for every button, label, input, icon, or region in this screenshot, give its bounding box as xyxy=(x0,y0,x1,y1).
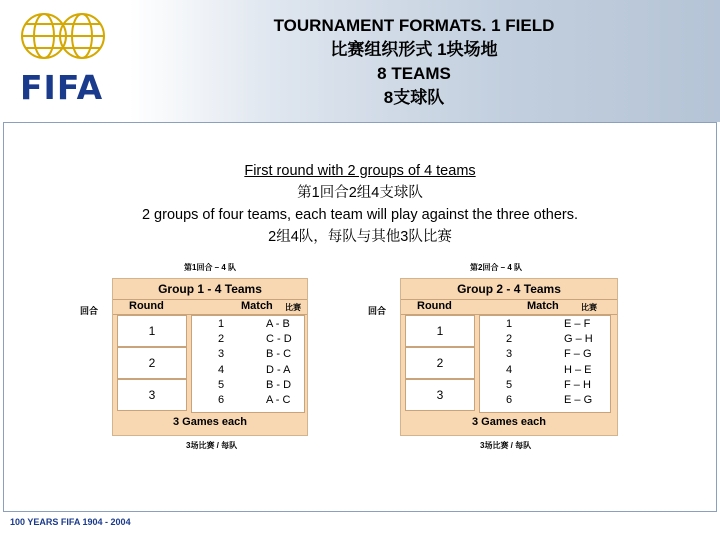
match-number: 2 xyxy=(218,333,225,345)
match-row xyxy=(480,318,610,332)
round-cell: 3 xyxy=(117,379,187,411)
group-2-table xyxy=(400,278,618,436)
intro-heading-cn: 第1回合2组4支球队 xyxy=(297,185,423,201)
match-pair: B - D xyxy=(266,379,292,391)
match-number: 3 xyxy=(506,348,513,360)
group-1-top-label: 第1回合 – 4 队 xyxy=(184,263,237,272)
match-number: 3 xyxy=(218,348,225,360)
match-row xyxy=(480,394,610,408)
match-pair: H – E xyxy=(564,364,592,376)
match-row xyxy=(192,348,304,362)
match-row xyxy=(192,394,304,408)
group-1-table xyxy=(112,278,308,436)
match-pair: F – G xyxy=(564,348,592,360)
group-1-header-row xyxy=(113,299,307,315)
match-header: Match xyxy=(527,300,559,312)
title-line-1: TOURNAMENT FORMATS. 1 FIELD xyxy=(273,16,555,35)
match-row xyxy=(480,379,610,393)
match-pair: B - C xyxy=(266,348,292,360)
intro-heading: First round with 2 groups of 4 teams xyxy=(244,163,476,179)
round-header: Round xyxy=(129,300,164,312)
centenary-footer: 100 YEARS FIFA 1904 - 2004 xyxy=(10,517,131,527)
match-number: 5 xyxy=(506,379,513,391)
match-row xyxy=(192,333,304,347)
match-row xyxy=(192,318,304,332)
group-2-title: Group 2 - 4 Teams xyxy=(457,282,561,296)
round-cell: 3 xyxy=(405,379,475,411)
match-row xyxy=(192,364,304,378)
group-2-sub-label: 3场比赛 / 每队 xyxy=(480,441,532,450)
group-2-top-label: 第2回合 – 4 队 xyxy=(470,263,523,272)
title-line-3: 8 TEAMS xyxy=(377,64,451,83)
title-line-4: 8支球队 xyxy=(383,88,445,107)
group-1-footer: 3 Games each xyxy=(173,416,247,428)
match-pair: D - A xyxy=(266,364,291,376)
match-number: 5 xyxy=(218,379,225,391)
match-pair: A - B xyxy=(266,318,290,330)
match-pair: E – F xyxy=(564,318,591,330)
match-number: 1 xyxy=(218,318,225,330)
match-number: 4 xyxy=(506,364,513,376)
match-row xyxy=(480,348,610,362)
round-header: Round xyxy=(417,300,452,312)
group-2-row-label: 回合 xyxy=(368,306,387,316)
match-pair: C - D xyxy=(266,333,292,345)
intro-description-cn: 2组4队，每队与其他3队比赛 xyxy=(268,229,452,245)
match-header: Match xyxy=(241,300,273,312)
round-cell: 2 xyxy=(405,347,475,379)
match-row xyxy=(480,364,610,378)
match-pair: E – G xyxy=(564,394,593,406)
group-1-matches xyxy=(191,315,305,413)
intro-text xyxy=(0,160,720,248)
fifa-wordmark: FIFA xyxy=(20,68,104,107)
globe-icon xyxy=(14,6,124,76)
group-1-sub-label: 3场比赛 / 每队 xyxy=(186,441,238,450)
round-cell: 1 xyxy=(117,315,187,347)
match-row xyxy=(192,379,304,393)
group-2-footer: 3 Games each xyxy=(472,416,546,428)
title-line-2: 比赛组织形式 1块场地 xyxy=(330,40,498,59)
match-number: 1 xyxy=(506,318,513,330)
intro-description: 2 groups of four teams, each team will play against the three others. xyxy=(141,207,579,223)
match-header-cn: 比赛 xyxy=(285,303,301,312)
match-pair: F – H xyxy=(564,379,591,391)
header-banner xyxy=(0,0,720,122)
match-number: 6 xyxy=(506,394,513,406)
group-1-title: Group 1 - 4 Teams xyxy=(158,282,262,296)
round-cell: 1 xyxy=(405,315,475,347)
match-header-cn: 比赛 xyxy=(581,303,597,312)
group-2-header-row xyxy=(401,299,617,315)
fifa-logo xyxy=(14,6,124,110)
match-number: 6 xyxy=(218,394,225,406)
round-cell: 2 xyxy=(117,347,187,379)
match-row xyxy=(480,333,610,347)
match-number: 2 xyxy=(506,333,513,345)
page-title xyxy=(200,14,628,110)
match-number: 4 xyxy=(218,364,225,376)
group-2-matches xyxy=(479,315,611,413)
group-1-row-label: 回合 xyxy=(80,306,99,316)
match-pair: G – H xyxy=(564,333,593,345)
match-pair: A - C xyxy=(266,394,291,406)
